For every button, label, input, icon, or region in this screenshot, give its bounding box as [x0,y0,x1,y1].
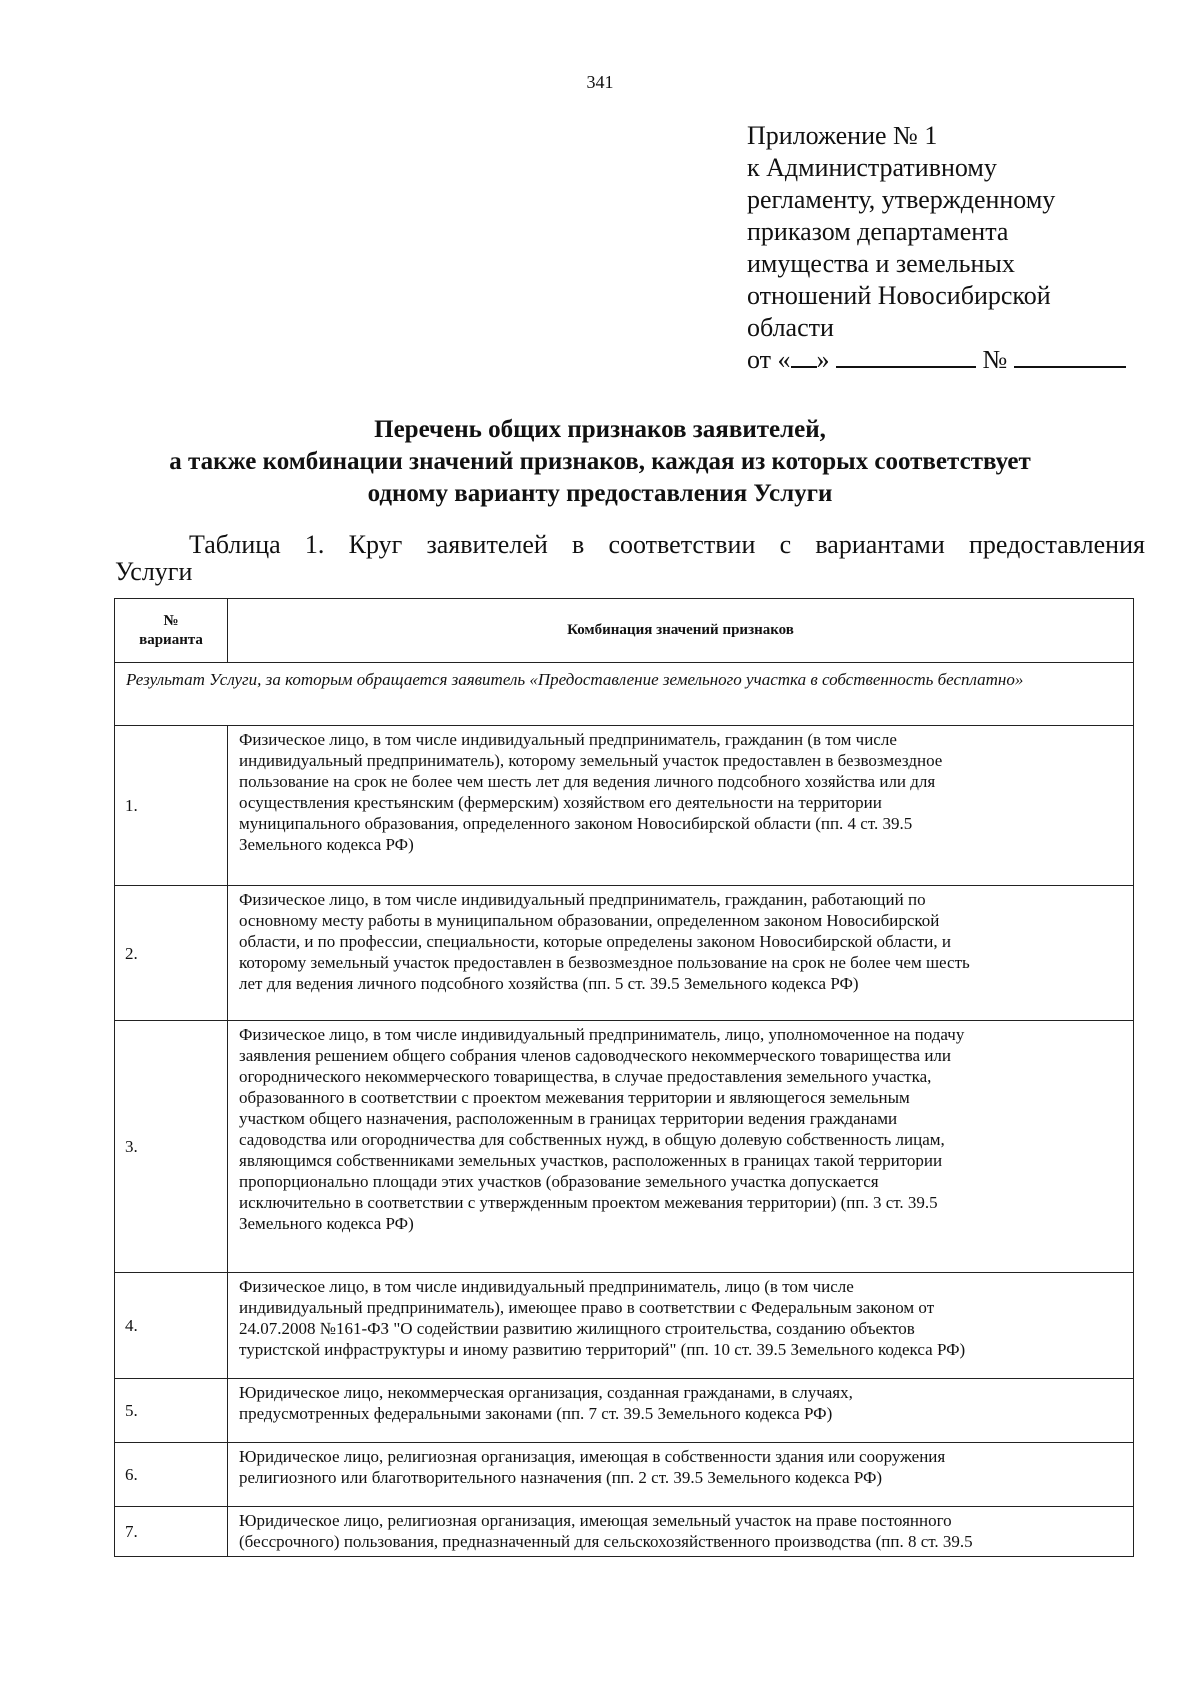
variant-number: 7. [115,1507,228,1557]
variant-description: Юридическое лицо, религиозная организация, имеющая в собственности здания или сооружения религиозного или благотворительного назначения (пп. 2 ст. 39.5 Земельного кодекса РФ) [228,1443,1134,1507]
title-line: Перечень общих признаков заявителей, [374,416,826,443]
variant-number: 3. [115,1021,228,1273]
table-row [115,1273,1134,1379]
number-sign: № [982,345,1008,374]
variant-description: Физическое лицо, в том числе индивидуальный предприниматель, гражданин, работающий по основному месту работы в муниципальном образовании, определенном законом Новосибирской области, и по профессии, специальности, которые определены законом Новосибирской области, и которому земельный участок предоставлен в безвозмездное пользование на срок не более чем шесть лет для ведения личного подсобного хозяйства (пп. 5 ст. 39.5 Земельного кодекса РФ) [228,886,1134,1021]
document-title [100,414,1100,510]
caption-word: в [571,530,585,559]
caption-word: Таблица [189,530,281,559]
result-row [115,663,1134,726]
title-line: одному варианту предоставления Услуги [367,480,833,507]
table-header-row [115,599,1134,663]
appendix-line: отношений Новосибирской [747,281,1051,310]
caption-word: с [779,530,792,559]
variant-description: Юридическое лицо, религиозная организация, имеющая земельный участок на праве постоянного (бессрочного) пользования, предназначенный для сельскохозяйственного производства (пп. 8 ст. 39.5 [228,1507,1134,1557]
variant-number: 4. [115,1273,228,1379]
variant-number: 6. [115,1443,228,1507]
variant-number: 1. [115,726,228,886]
variant-number: 2. [115,886,228,1021]
day-blank [791,344,817,368]
appendix-line: приказом департамента [747,217,1009,246]
applicants-table [114,598,1134,1557]
caption-word: 1. [304,530,325,559]
variant-description: Физическое лицо, в том числе индивидуальный предприниматель, гражданин (в том числе индивидуальный предприниматель), которому земельный участок предоставлен в безвозмездное пользование на срок не более чем шесть лет для ведения личного подсобного хозяйства или для осуществления крестьянским (фермерским) хозяйством его деятельности на территории муниципального образования, определенного законом Новосибирской области (пп. 4 ст. 39.5 Земельного кодекса РФ) [228,726,1134,886]
appendix-line: регламенту, утвержденному [747,185,1056,214]
caption-word: Круг [348,530,403,559]
appendix-line: Приложение № 1 [747,121,938,150]
variant-number: 5. [115,1379,228,1443]
variant-description: Юридическое лицо, некоммерческая организация, созданная гражданами, в случаях, предусмотренных федеральными законами (пп. 7 ст. 39.5 Земельного кодекса РФ) [228,1379,1134,1443]
date-mid: » [816,345,830,374]
caption-line [115,530,1145,560]
page-number: 341 [586,72,614,92]
caption-word: соответствии [608,530,756,559]
caption-word: заявителей [426,530,548,559]
header-variant-number: № варианта [115,599,228,663]
table-row [115,726,1134,886]
table-caption [115,530,1145,587]
appendix-line: области [747,313,834,342]
appendix-line: имущества и земельных [747,249,1015,278]
header-combination: Комбинация значений признаков [228,599,1134,663]
table-row [115,1507,1134,1557]
table-row [115,1021,1134,1273]
variant-description: Физическое лицо, в том числе индивидуальный предприниматель, лицо (в том числе индивидуальный предприниматель), имеющее право в соответствии с Федеральным законом от 24.07.2008 №161-ФЗ "О содействии развитию жилищного строительства, созданию объектов туристской инфраструктуры и иному развитию территорий" (пп. 10 ст. 39.5 Земельного кодекса РФ) [228,1273,1134,1379]
table-row [115,1443,1134,1507]
appendix-block [747,120,1167,376]
table-row [115,886,1134,1021]
caption-word: вариантами [815,530,945,559]
appendix-line: к Административному [747,153,997,182]
date-blank [836,344,976,368]
number-blank [1014,344,1126,368]
caption-word: предоставления [968,530,1145,559]
date-prefix: от « [747,345,791,374]
title-line: а также комбинации значений признаков, каждая из которых соответствует [169,448,1031,475]
table-row [115,1379,1134,1443]
variant-description: Физическое лицо, в том числе индивидуальный предприниматель, лицо, уполномоченное на подачу заявления решением общего собрания членов садоводческого некоммерческого товарищества или огороднического некоммерческого товарищества, в случае предоставления земельного участка, образованного в соответствии с проектом межевания территории и являющегося земельным участком общего назначения, расположенным в границах территории ведения гражданами садоводства или огородничества для собственных нужд, в общую долевую собственность лицам, являющимся собственниками земельных участков, расположенных в границах такой территории пропорционально площади этих участков (образование земельного участка допускается исключительно в соответствии с утвержденным проектом межевания территории) (пп. 3 ст. 39.5 Земельного кодекса РФ) [228,1021,1134,1273]
appendix-date-line [747,344,1167,376]
result-description: Результат Услуги, за которым обращается заявитель «Предоставление земельного участка в собственность бесплатно» [115,663,1134,726]
caption-line: Услуги [115,557,193,586]
